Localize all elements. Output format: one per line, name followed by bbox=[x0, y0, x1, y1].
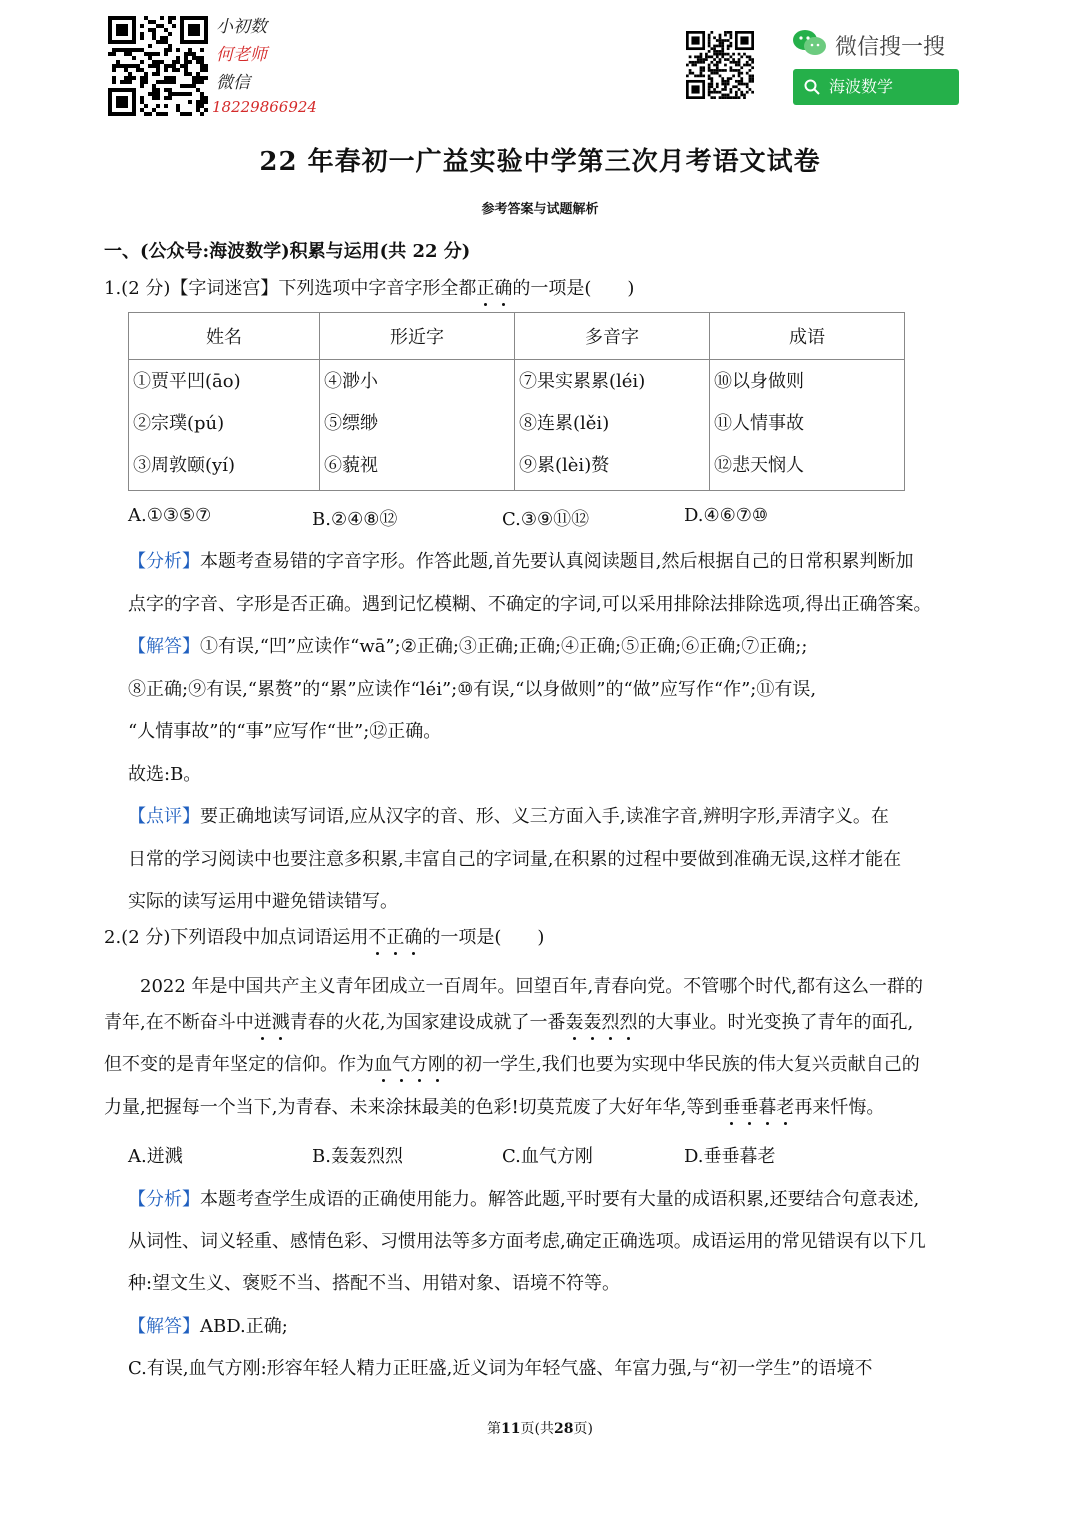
q1-comment-cont-2: 实际的读写运用中避免错读错写。 bbox=[128, 891, 398, 912]
table-header: 成语 bbox=[710, 313, 905, 360]
q2-stem-emphasis: 不正确 bbox=[368, 927, 422, 948]
q2-option-a: A.迸溅 bbox=[128, 1146, 183, 1167]
table-cell: ①贾平凹(āo) ②宗璞(pú) ③周敦颐(yí) bbox=[129, 360, 320, 491]
q2-passage-line-4: 力量,把握每一个当下,为青春、未来涂抹最美的色彩!切莫荒废了大好年华,等到垂垂暮老再来忏悔。 bbox=[104, 1093, 884, 1119]
q2-option-b: B.轰轰烈烈 bbox=[312, 1146, 403, 1167]
q1-answer-cont: ⑧正确;⑨有误,“累赘”的“累”应读作“léi”;⑩有误,“以身做则”的“做”应写作“作”;⑪有误, bbox=[128, 679, 817, 700]
q1-stem-emphasis: 正确 bbox=[476, 278, 512, 299]
q1-answer: 【解答】①有误,“凹”应读作“wā”;②正确;③正确;正确;④正确;⑤正确;⑥正确;⑦正确;; bbox=[128, 636, 808, 657]
wechat-search-label: 微信搜一搜 bbox=[835, 35, 946, 60]
section-heading: 一、(公众号:海波数学)积累与运用(共 22 分) bbox=[104, 241, 471, 262]
q2-analysis-cont: 从词性、词义轻重、感情色彩、习惯用法等多方面考虑,确定正确选项。成语运用的常见错误有以下几 bbox=[128, 1231, 926, 1252]
contact-line-2: 何老师 bbox=[216, 45, 267, 65]
search-button-label: 海波数学 bbox=[829, 77, 894, 96]
q2-answer-cont: C.有误,血气方刚:形容年轻人精力正旺盛,近义词为年轻气盛、年富力强,与“初一学生”的语境不 bbox=[128, 1358, 873, 1379]
q2-passage-line-1: 2022 年是中国共产主义青年团成立一百周年。回望百年,青春向党。不管哪个时代,都有这么一群的 bbox=[140, 976, 923, 997]
qr-code-image bbox=[108, 16, 208, 116]
q2-answer: 【解答】ABD.正确; bbox=[128, 1316, 288, 1337]
q1-option-b: B.②④⑧⑫ bbox=[312, 509, 398, 530]
contact-line-3: 微信 bbox=[216, 73, 250, 93]
q1-stem: 1.(2 分)【字词迷宫】下列选项中字音字形全都正确的一项是( ) bbox=[104, 274, 634, 300]
q1-comment-cont: 日常的学习阅读中也要注意多积累,丰富自己的字词量,在积累的过程中要做到准确无误,这样才能在 bbox=[128, 849, 902, 870]
contact-phone: 18229866924 bbox=[212, 98, 317, 116]
q1-analysis-cont: 点字的字音、字形是否正确。遇到记忆模糊、不确定的字词,可以采用排除法排除选项,得出正确答案。 bbox=[128, 594, 932, 615]
contact-line-1: 小初数 bbox=[216, 17, 267, 37]
emphasis-word: 垂垂暮老 bbox=[722, 1097, 794, 1118]
table-header: 姓名 bbox=[129, 313, 320, 360]
search-button[interactable] bbox=[793, 69, 959, 105]
q1-option-a: A.①③⑤⑦ bbox=[128, 505, 212, 526]
table-cell: ⑦果实累累(léi) ⑧连累(lěi) ⑨累(lèi)赘 bbox=[515, 360, 710, 491]
q2-option-d: D.垂垂暮老 bbox=[684, 1146, 776, 1167]
q1-comment: 【点评】要正确地读写词语,应从汉字的音、形、义三方面入手,读准字音,辨明字形,弄清字义。在 bbox=[128, 806, 889, 827]
search-icon bbox=[804, 79, 820, 95]
q1-choice: 故选:B。 bbox=[128, 764, 202, 785]
table-cell: ⑩以身做则 ⑪人情事故 ⑫悲天悯人 bbox=[710, 360, 905, 491]
q1-analysis: 【分析】本题考查易错的字音字形。作答此题,首先要认真阅读题目,然后根据自己的日常积累判断加 bbox=[128, 551, 914, 572]
q1-option-d: D.④⑥⑦⑩ bbox=[684, 505, 769, 526]
q2-analysis-cont-2: 种:望文生义、褒贬不当、搭配不当、用错对象、语境不符等。 bbox=[128, 1273, 621, 1294]
emphasis-word: 迸溅 bbox=[254, 1012, 290, 1033]
emphasis-word: 轰轰烈烈 bbox=[565, 1012, 637, 1033]
q2-stem: 2.(2 分)下列语段中加点词语运用不正确的一项是( ) bbox=[104, 923, 544, 949]
wechat-icon bbox=[792, 28, 828, 58]
table-header: 多音字 bbox=[515, 313, 710, 360]
table-cell: ④渺小 ⑤缥缈 ⑥藐视 bbox=[320, 360, 515, 491]
qr-code-image-2 bbox=[686, 31, 754, 99]
q2-passage-line-3: 但不变的是青年坚定的信仰。作为血气方刚的初一学生,我们也要为实现中华民族的伟大复兴贡献自己的 bbox=[104, 1050, 920, 1076]
q1-table bbox=[128, 312, 905, 491]
page-number: 第11页(共28页) bbox=[487, 1421, 593, 1437]
q1-option-c: C.③⑨⑪⑫ bbox=[502, 509, 590, 530]
table-header: 形近字 bbox=[320, 313, 515, 360]
q2-option-c: C.血气方刚 bbox=[502, 1146, 593, 1167]
q2-analysis: 【分析】本题考查学生成语的正确使用能力。解答此题,平时要有大量的成语积累,还要结合句意表述, bbox=[128, 1189, 920, 1210]
page-title: 22 年春初一广益实验中学第三次月考语文试卷 bbox=[259, 147, 821, 177]
emphasis-word: 血气方刚 bbox=[374, 1054, 446, 1075]
page-subtitle: 参考答案与试题解析 bbox=[481, 202, 599, 217]
q1-answer-cont-2: “人情事故”的“事”应写作“世”;⑫正确。 bbox=[128, 721, 442, 742]
q2-passage-line-2: 青年,在不断奋斗中迸溅青春的火花,为国家建设成就了一番轰轰烈烈的大事业。时光变换了青年的面孔, bbox=[104, 1008, 913, 1034]
